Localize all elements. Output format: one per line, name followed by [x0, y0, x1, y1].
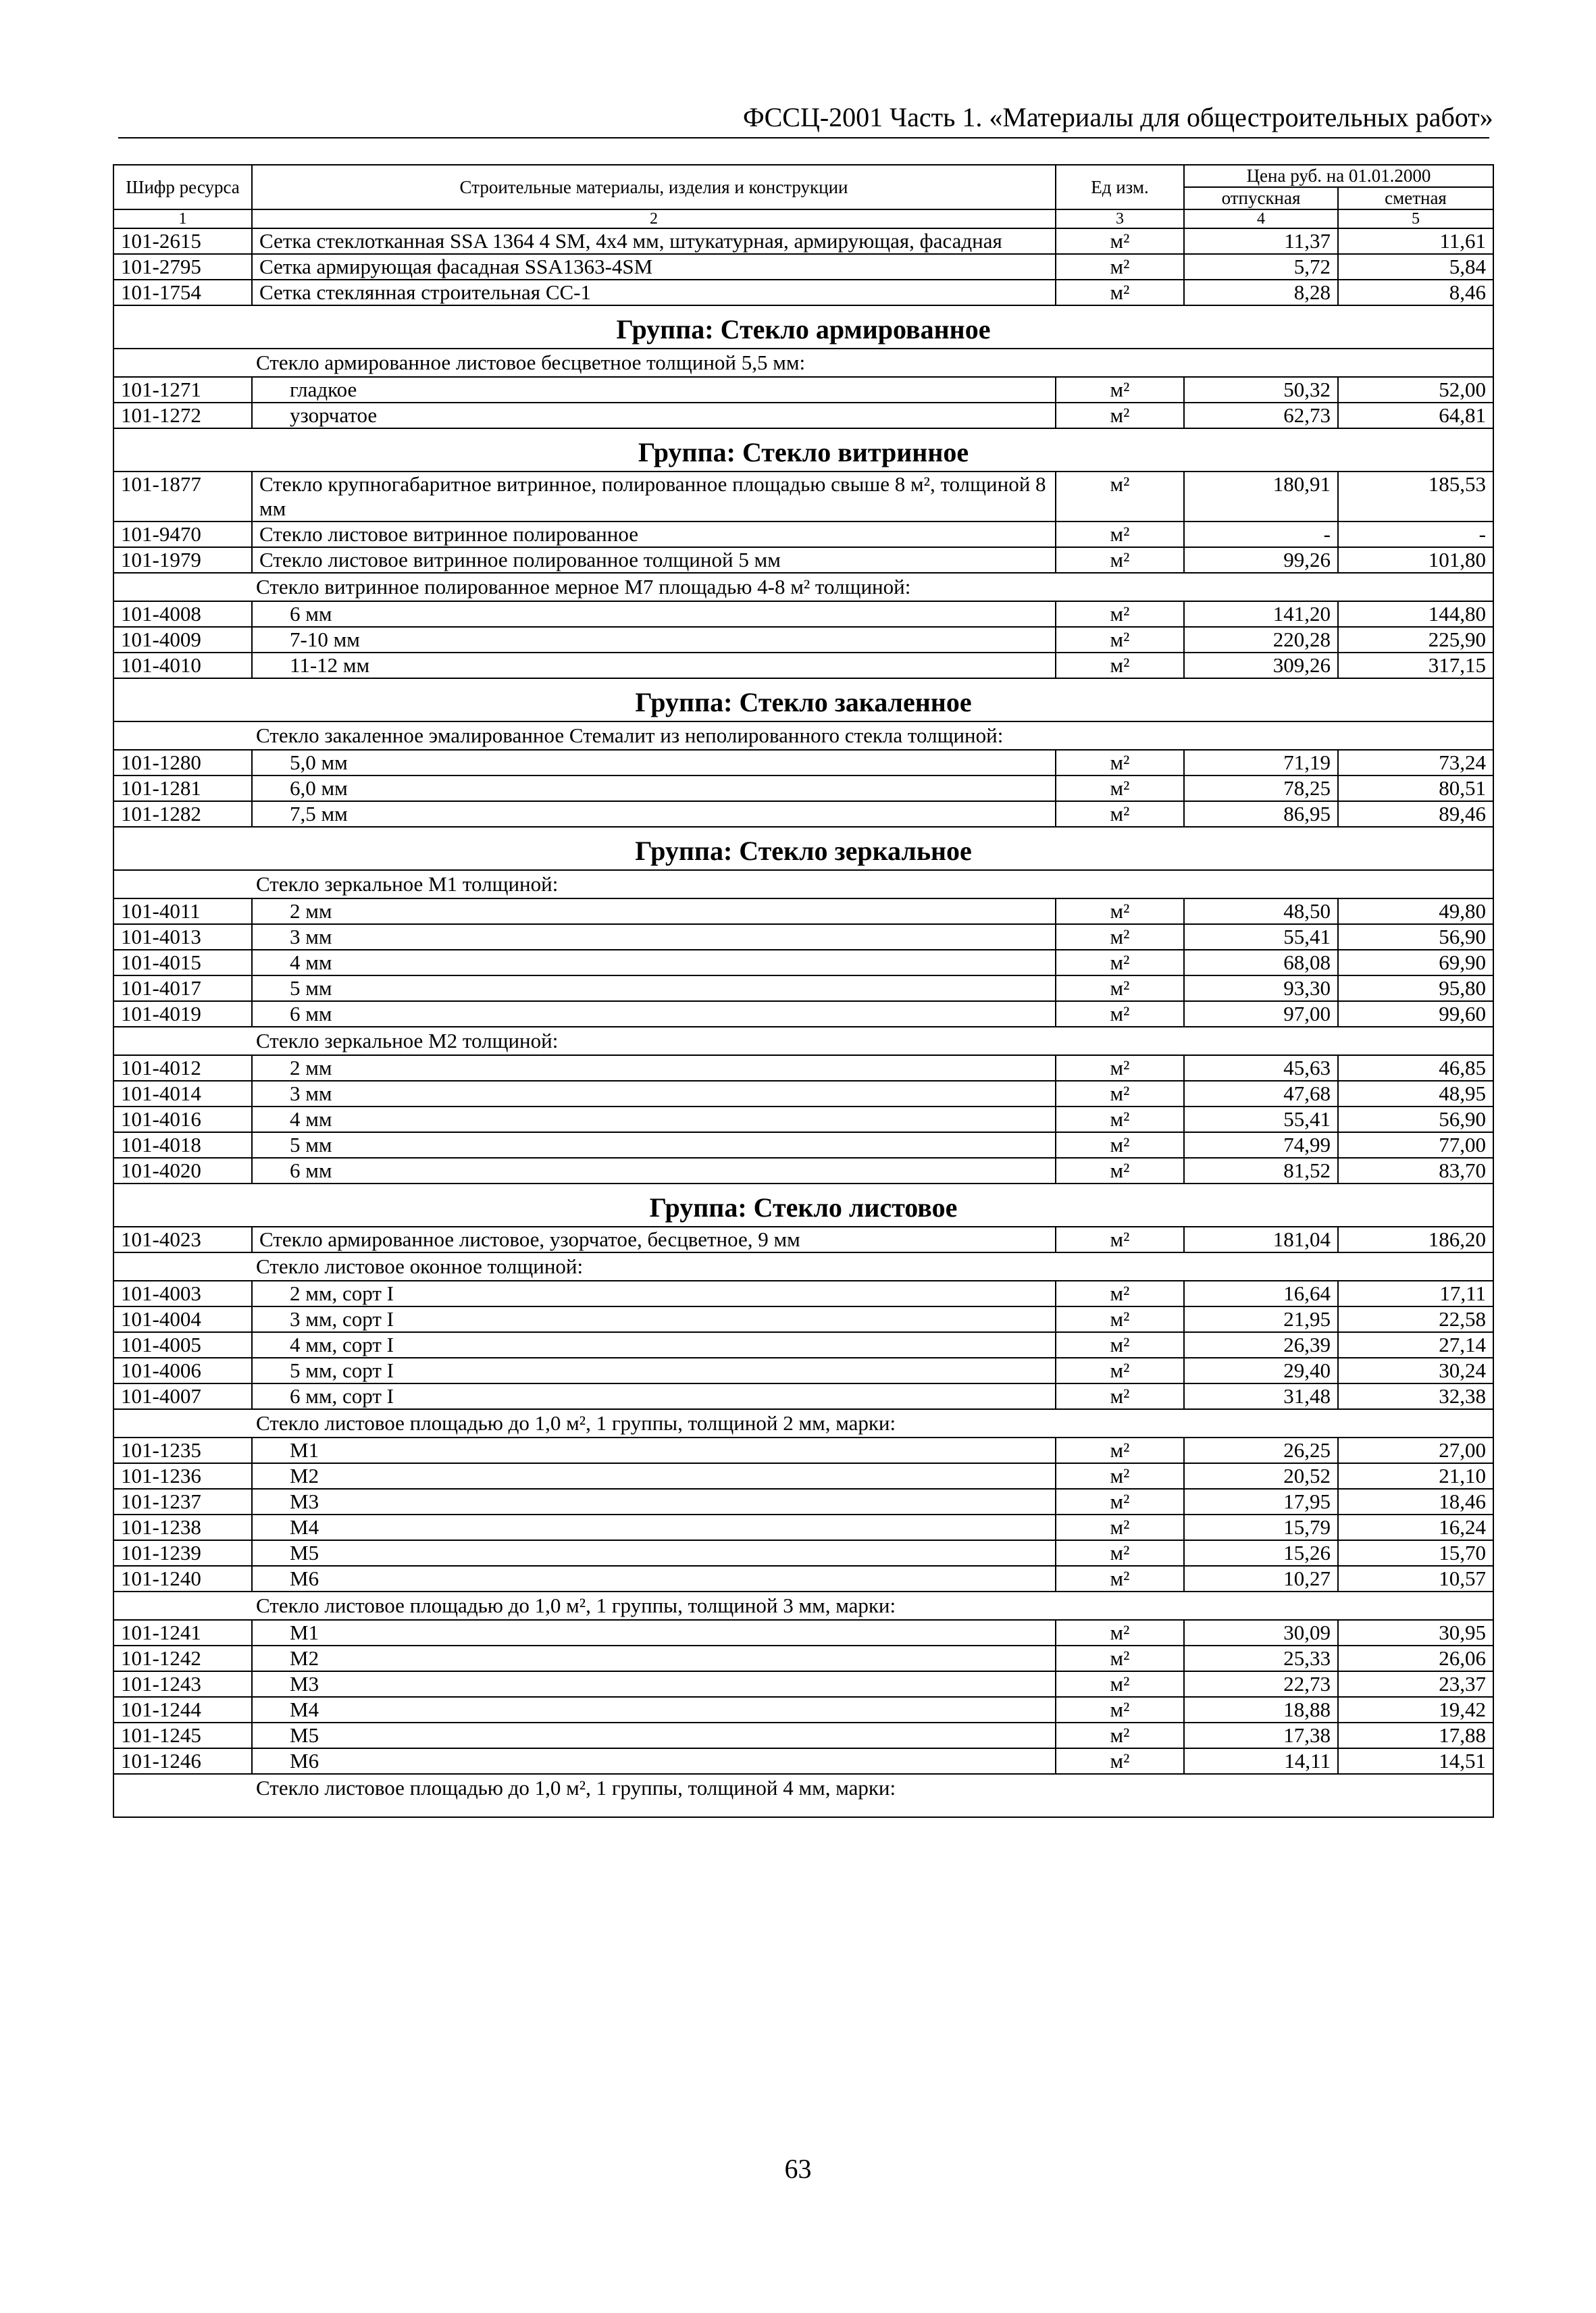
table-row — [113, 1540, 1493, 1566]
estimate-price: 15,70 — [1338, 1540, 1493, 1566]
table-row — [113, 472, 1493, 522]
unit-of-measure: м² — [1056, 377, 1184, 403]
header-rule — [118, 137, 1489, 138]
unit-of-measure: м² — [1056, 924, 1184, 950]
unit-of-measure: м² — [1056, 1306, 1184, 1332]
price-table — [113, 164, 1494, 1818]
wholesale-price: 31,48 — [1184, 1383, 1338, 1409]
estimate-price: 144,80 — [1338, 601, 1493, 627]
wholesale-price: 99,26 — [1184, 547, 1338, 573]
wholesale-price: 5,72 — [1184, 254, 1338, 280]
table-row — [113, 950, 1493, 975]
estimate-price: 17,11 — [1338, 1281, 1493, 1306]
wholesale-price: 8,28 — [1184, 280, 1338, 305]
resource-code: 101-4020 — [113, 1158, 252, 1184]
group-heading-row — [113, 428, 1493, 472]
resource-code: 101-1282 — [113, 801, 252, 827]
resource-code: 101-1246 — [113, 1748, 252, 1774]
unit-of-measure: м² — [1056, 1055, 1184, 1081]
subheading-row — [113, 1027, 1493, 1055]
material-name: Стекло крупногабаритное витринное, полированное площадью свыше 8 м², толщиной 8 мм — [252, 472, 1056, 522]
wholesale-price: - — [1184, 522, 1338, 547]
wholesale-price: 16,64 — [1184, 1281, 1338, 1306]
material-name: 6 мм — [252, 601, 1056, 627]
estimate-price: 30,95 — [1338, 1620, 1493, 1646]
material-name: Сетка армирующая фасадная SSA1363-4SM — [252, 254, 1056, 280]
unit-of-measure: м² — [1056, 1281, 1184, 1306]
estimate-price: 18,46 — [1338, 1489, 1493, 1515]
wholesale-price: 30,09 — [1184, 1620, 1338, 1646]
resource-code: 101-4015 — [113, 950, 252, 975]
group-heading-row — [113, 678, 1493, 721]
resource-code: 101-1235 — [113, 1438, 252, 1463]
estimate-price: 64,81 — [1338, 403, 1493, 428]
wholesale-price: 181,04 — [1184, 1227, 1338, 1252]
material-name: 5 мм — [252, 1132, 1056, 1158]
unit-of-measure: м² — [1056, 1081, 1184, 1107]
wholesale-price: 22,73 — [1184, 1671, 1338, 1697]
table-row — [113, 1358, 1493, 1383]
table-row — [113, 522, 1493, 547]
resource-code: 101-4003 — [113, 1281, 252, 1306]
material-name: 6 мм — [252, 1001, 1056, 1027]
wholesale-price: 180,91 — [1184, 472, 1338, 522]
unit-of-measure: м² — [1056, 547, 1184, 573]
table-row — [113, 1438, 1493, 1463]
table-row — [113, 1489, 1493, 1515]
estimate-price: 83,70 — [1338, 1158, 1493, 1184]
material-name: 2 мм, сорт I — [252, 1281, 1056, 1306]
resource-code: 101-1272 — [113, 403, 252, 428]
material-name: М3 — [252, 1671, 1056, 1697]
estimate-price: 80,51 — [1338, 776, 1493, 801]
resource-code: 101-1280 — [113, 750, 252, 776]
table-row — [113, 1697, 1493, 1723]
table-row — [113, 1566, 1493, 1592]
estimate-price: 32,38 — [1338, 1383, 1493, 1409]
unit-of-measure: м² — [1056, 1646, 1184, 1671]
wholesale-price: 48,50 — [1184, 898, 1338, 924]
unit-of-measure: м² — [1056, 1383, 1184, 1409]
subheading: Стекло листовое площадью до 1,0 м², 1 группы, толщиной 3 мм, марки: — [113, 1592, 1493, 1620]
unit-of-measure: м² — [1056, 950, 1184, 975]
resource-code: 101-1877 — [113, 472, 252, 522]
unit-of-measure: м² — [1056, 627, 1184, 653]
estimate-price: 16,24 — [1338, 1515, 1493, 1540]
table-row — [113, 228, 1493, 254]
table-row — [113, 975, 1493, 1001]
wholesale-price: 45,63 — [1184, 1055, 1338, 1081]
table-row — [113, 1383, 1493, 1409]
resource-code: 101-1238 — [113, 1515, 252, 1540]
estimate-price: 19,42 — [1338, 1697, 1493, 1723]
subheading-row — [113, 349, 1493, 377]
estimate-price: 73,24 — [1338, 750, 1493, 776]
resource-code: 101-4004 — [113, 1306, 252, 1332]
unit-of-measure: м² — [1056, 1489, 1184, 1515]
estimate-price: 56,90 — [1338, 1107, 1493, 1132]
material-name: М6 — [252, 1566, 1056, 1592]
table-row — [113, 403, 1493, 428]
header-code: Шифр ресурса — [113, 165, 252, 209]
group-heading: Группа: Стекло армированное — [113, 305, 1493, 349]
wholesale-price: 71,19 — [1184, 750, 1338, 776]
subheading: Стекло листовое оконное толщиной: — [113, 1252, 1493, 1281]
material-name: М5 — [252, 1540, 1056, 1566]
material-name: 3 мм, сорт I — [252, 1306, 1056, 1332]
material-name: М4 — [252, 1697, 1056, 1723]
resource-code: 101-1237 — [113, 1489, 252, 1515]
resource-code: 101-1240 — [113, 1566, 252, 1592]
resource-code: 101-4008 — [113, 601, 252, 627]
wholesale-price: 309,26 — [1184, 653, 1338, 678]
estimate-price: 101,80 — [1338, 547, 1493, 573]
table-row — [113, 547, 1493, 573]
table-row — [113, 1671, 1493, 1697]
material-name: 6,0 мм — [252, 776, 1056, 801]
column-number: 1 — [113, 209, 252, 228]
column-number: 5 — [1338, 209, 1493, 228]
table-row — [113, 1646, 1493, 1671]
table-row — [113, 801, 1493, 827]
estimate-price: 225,90 — [1338, 627, 1493, 653]
subheading: Стекло витринное полированное мерное М7 площадью 4-8 м² толщиной: — [113, 573, 1493, 601]
material-name: Сетка стеклянная строительная СС-1 — [252, 280, 1056, 305]
wholesale-price: 47,68 — [1184, 1081, 1338, 1107]
estimate-price: 21,10 — [1338, 1463, 1493, 1489]
unit-of-measure: м² — [1056, 1723, 1184, 1748]
resource-code: 101-1243 — [113, 1671, 252, 1697]
table-row — [113, 1332, 1493, 1358]
resource-code: 101-4016 — [113, 1107, 252, 1132]
material-name: 4 мм, сорт I — [252, 1332, 1056, 1358]
subheading: Стекло закаленное эмалированное Стемалит из неполированного стекла толщиной: — [113, 721, 1493, 750]
material-name: Стекло листовое витринное полированное — [252, 522, 1056, 547]
resource-code: 101-4006 — [113, 1358, 252, 1383]
resource-code: 101-4011 — [113, 898, 252, 924]
unit-of-measure: м² — [1056, 522, 1184, 547]
material-name: Стекло листовое витринное полированное толщиной 5 мм — [252, 547, 1056, 573]
unit-of-measure: м² — [1056, 254, 1184, 280]
resource-code: 101-2795 — [113, 254, 252, 280]
wholesale-price: 97,00 — [1184, 1001, 1338, 1027]
unit-of-measure: м² — [1056, 1540, 1184, 1566]
material-name: М6 — [252, 1748, 1056, 1774]
estimate-price: 95,80 — [1338, 975, 1493, 1001]
table-row — [113, 1227, 1493, 1252]
material-name: 3 мм — [252, 924, 1056, 950]
wholesale-price: 62,73 — [1184, 403, 1338, 428]
subheading-row — [113, 573, 1493, 601]
resource-code: 101-4018 — [113, 1132, 252, 1158]
header-unit: Ед изм. — [1056, 165, 1184, 209]
table-row — [113, 1001, 1493, 1027]
unit-of-measure: м² — [1056, 1158, 1184, 1184]
wholesale-price: 29,40 — [1184, 1358, 1338, 1383]
subheading-row — [113, 1252, 1493, 1281]
column-number: 4 — [1184, 209, 1338, 228]
resource-code: 101-1244 — [113, 1697, 252, 1723]
unit-of-measure: м² — [1056, 1671, 1184, 1697]
unit-of-measure: м² — [1056, 228, 1184, 254]
unit-of-measure: м² — [1056, 280, 1184, 305]
table-row — [113, 1748, 1493, 1774]
material-name: М1 — [252, 1438, 1056, 1463]
table-row — [113, 1306, 1493, 1332]
wholesale-price: 74,99 — [1184, 1132, 1338, 1158]
table-row — [113, 280, 1493, 305]
table-row — [113, 1620, 1493, 1646]
material-name: узорчатое — [252, 403, 1056, 428]
estimate-price: 77,00 — [1338, 1132, 1493, 1158]
page-number: 63 — [784, 2154, 812, 2184]
wholesale-price: 21,95 — [1184, 1306, 1338, 1332]
estimate-price: 46,85 — [1338, 1055, 1493, 1081]
material-name: 5,0 мм — [252, 750, 1056, 776]
wholesale-price: 86,95 — [1184, 801, 1338, 827]
unit-of-measure: м² — [1056, 403, 1184, 428]
material-name: 2 мм — [252, 1055, 1056, 1081]
table-row — [113, 776, 1493, 801]
resource-code: 101-4013 — [113, 924, 252, 950]
subheading-row — [113, 1774, 1493, 1817]
estimate-price: 317,15 — [1338, 653, 1493, 678]
table-row — [113, 1158, 1493, 1184]
wholesale-price: 25,33 — [1184, 1646, 1338, 1671]
resource-code: 101-4012 — [113, 1055, 252, 1081]
resource-code: 101-4017 — [113, 975, 252, 1001]
wholesale-price: 14,11 — [1184, 1748, 1338, 1774]
unit-of-measure: м² — [1056, 750, 1184, 776]
estimate-price: 10,57 — [1338, 1566, 1493, 1592]
material-name: 2 мм — [252, 898, 1056, 924]
unit-of-measure: м² — [1056, 472, 1184, 522]
unit-of-measure: м² — [1056, 801, 1184, 827]
unit-of-measure: м² — [1056, 653, 1184, 678]
unit-of-measure: м² — [1056, 1358, 1184, 1383]
resource-code: 101-1754 — [113, 280, 252, 305]
resource-code: 101-4009 — [113, 627, 252, 653]
wholesale-price: 20,52 — [1184, 1463, 1338, 1489]
material-name: 5 мм, сорт I — [252, 1358, 1056, 1383]
resource-code: 101-1239 — [113, 1540, 252, 1566]
material-name: 7-10 мм — [252, 627, 1056, 653]
table-row — [113, 1055, 1493, 1081]
subheading-row — [113, 1592, 1493, 1620]
group-heading-row — [113, 827, 1493, 870]
table-row — [113, 1132, 1493, 1158]
estimate-price: 99,60 — [1338, 1001, 1493, 1027]
unit-of-measure: м² — [1056, 1438, 1184, 1463]
resource-code: 101-1242 — [113, 1646, 252, 1671]
wholesale-price: 26,39 — [1184, 1332, 1338, 1358]
wholesale-price: 17,95 — [1184, 1489, 1338, 1515]
resource-code: 101-4010 — [113, 653, 252, 678]
material-name: М1 — [252, 1620, 1056, 1646]
table-row — [113, 254, 1493, 280]
material-name: 3 мм — [252, 1081, 1056, 1107]
unit-of-measure: м² — [1056, 1566, 1184, 1592]
unit-of-measure: м² — [1056, 1463, 1184, 1489]
subheading: Стекло зеркальное М2 толщиной: — [113, 1027, 1493, 1055]
header-wholesale: отпускная — [1184, 187, 1338, 209]
estimate-price: 30,24 — [1338, 1358, 1493, 1383]
table-row — [113, 898, 1493, 924]
resource-code: 101-4007 — [113, 1383, 252, 1409]
unit-of-measure: м² — [1056, 601, 1184, 627]
resource-code: 101-9470 — [113, 522, 252, 547]
material-name: М5 — [252, 1723, 1056, 1748]
material-name: 6 мм — [252, 1158, 1056, 1184]
wholesale-price: 10,27 — [1184, 1566, 1338, 1592]
wholesale-price: 55,41 — [1184, 924, 1338, 950]
table-row — [113, 653, 1493, 678]
group-heading-row — [113, 305, 1493, 349]
wholesale-price: 15,79 — [1184, 1515, 1338, 1540]
estimate-price: 89,46 — [1338, 801, 1493, 827]
wholesale-price: 93,30 — [1184, 975, 1338, 1001]
table-head — [113, 165, 1493, 228]
estimate-price: 69,90 — [1338, 950, 1493, 975]
material-name: 7,5 мм — [252, 801, 1056, 827]
group-heading: Группа: Стекло зеркальное — [113, 827, 1493, 870]
material-name: Сетка стеклотканная SSA 1364 4 SM, 4x4 мм, штукатурная, армирующая, фасадная — [252, 228, 1056, 254]
group-heading: Группа: Стекло листовое — [113, 1184, 1493, 1227]
column-number: 3 — [1056, 209, 1184, 228]
estimate-price: 11,61 — [1338, 228, 1493, 254]
resource-code: 101-1281 — [113, 776, 252, 801]
unit-of-measure: м² — [1056, 1001, 1184, 1027]
estimate-price: 48,95 — [1338, 1081, 1493, 1107]
material-name: гладкое — [252, 377, 1056, 403]
unit-of-measure: м² — [1056, 1748, 1184, 1774]
resource-code: 101-4019 — [113, 1001, 252, 1027]
wholesale-price: 17,38 — [1184, 1723, 1338, 1748]
subheading-row — [113, 721, 1493, 750]
table-row — [113, 601, 1493, 627]
table-row — [113, 1281, 1493, 1306]
material-name: М2 — [252, 1463, 1056, 1489]
estimate-price: 56,90 — [1338, 924, 1493, 950]
estimate-price: 14,51 — [1338, 1748, 1493, 1774]
estimate-price: 26,06 — [1338, 1646, 1493, 1671]
header-estimate: сметная — [1338, 187, 1493, 209]
group-heading: Группа: Стекло закаленное — [113, 678, 1493, 721]
wholesale-price: 81,52 — [1184, 1158, 1338, 1184]
material-name: Стекло армированное листовое, узорчатое, бесцветное, 9 мм — [252, 1227, 1056, 1252]
estimate-price: 22,58 — [1338, 1306, 1493, 1332]
table-row — [113, 377, 1493, 403]
material-name: 6 мм, сорт I — [252, 1383, 1056, 1409]
estimate-price: 23,37 — [1338, 1671, 1493, 1697]
material-name: 5 мм — [252, 975, 1056, 1001]
subheading: Стекло листовое площадью до 1,0 м², 1 группы, толщиной 2 мм, марки: — [113, 1409, 1493, 1438]
resource-code: 101-4023 — [113, 1227, 252, 1252]
estimate-price: 27,00 — [1338, 1438, 1493, 1463]
wholesale-price: 50,32 — [1184, 377, 1338, 403]
estimate-price: - — [1338, 522, 1493, 547]
resource-code: 101-1236 — [113, 1463, 252, 1489]
unit-of-measure: м² — [1056, 1620, 1184, 1646]
material-name: 4 мм — [252, 950, 1056, 975]
wholesale-price: 11,37 — [1184, 228, 1338, 254]
resource-code: 101-4005 — [113, 1332, 252, 1358]
table-row — [113, 750, 1493, 776]
estimate-price: 52,00 — [1338, 377, 1493, 403]
material-name: 4 мм — [252, 1107, 1056, 1132]
resource-code: 101-4014 — [113, 1081, 252, 1107]
wholesale-price: 78,25 — [1184, 776, 1338, 801]
unit-of-measure: м² — [1056, 975, 1184, 1001]
wholesale-price: 220,28 — [1184, 627, 1338, 653]
resource-code: 101-1245 — [113, 1723, 252, 1748]
estimate-price: 186,20 — [1338, 1227, 1493, 1252]
unit-of-measure: м² — [1056, 1132, 1184, 1158]
group-heading: Группа: Стекло витринное — [113, 428, 1493, 472]
unit-of-measure: м² — [1056, 1227, 1184, 1252]
table-row — [113, 1463, 1493, 1489]
table-row — [113, 627, 1493, 653]
wholesale-price: 26,25 — [1184, 1438, 1338, 1463]
unit-of-measure: м² — [1056, 1515, 1184, 1540]
table-body — [113, 228, 1493, 1817]
unit-of-measure: м² — [1056, 898, 1184, 924]
wholesale-price: 18,88 — [1184, 1697, 1338, 1723]
wholesale-price: 55,41 — [1184, 1107, 1338, 1132]
estimate-price: 5,84 — [1338, 254, 1493, 280]
material-name: М2 — [252, 1646, 1056, 1671]
subheading-row — [113, 870, 1493, 898]
estimate-price: 27,14 — [1338, 1332, 1493, 1358]
estimate-price: 17,88 — [1338, 1723, 1493, 1748]
running-header: ФССЦ-2001 Часть 1. «Материалы для общестроительных работ» — [743, 102, 1493, 132]
unit-of-measure: м² — [1056, 1697, 1184, 1723]
table-row — [113, 1515, 1493, 1540]
unit-of-measure: м² — [1056, 776, 1184, 801]
group-heading-row — [113, 1184, 1493, 1227]
column-number: 2 — [252, 209, 1056, 228]
estimate-price: 8,46 — [1338, 280, 1493, 305]
header-name: Строительные материалы, изделия и конструкции — [252, 165, 1056, 209]
table-row — [113, 924, 1493, 950]
wholesale-price: 68,08 — [1184, 950, 1338, 975]
column-numbers-row — [113, 209, 1493, 228]
unit-of-measure: м² — [1056, 1332, 1184, 1358]
resource-code: 101-1271 — [113, 377, 252, 403]
table-row — [113, 1723, 1493, 1748]
wholesale-price: 141,20 — [1184, 601, 1338, 627]
table-row — [113, 1107, 1493, 1132]
material-name: М3 — [252, 1489, 1056, 1515]
resource-code: 101-2615 — [113, 228, 252, 254]
resource-code: 101-1979 — [113, 547, 252, 573]
estimate-price: 185,53 — [1338, 472, 1493, 522]
subheading-row — [113, 1409, 1493, 1438]
material-name: М4 — [252, 1515, 1056, 1540]
estimate-price: 49,80 — [1338, 898, 1493, 924]
subheading: Стекло армированное листовое бесцветное толщиной 5,5 мм: — [113, 349, 1493, 377]
subheading: Стекло листовое площадью до 1,0 м², 1 группы, толщиной 4 мм, марки: — [113, 1774, 1493, 1817]
table-row — [113, 1081, 1493, 1107]
subheading: Стекло зеркальное М1 толщиной: — [113, 870, 1493, 898]
header-price: Цена руб. на 01.01.2000 — [1184, 165, 1493, 187]
resource-code: 101-1241 — [113, 1620, 252, 1646]
wholesale-price: 15,26 — [1184, 1540, 1338, 1566]
unit-of-measure: м² — [1056, 1107, 1184, 1132]
material-name: 11-12 мм — [252, 653, 1056, 678]
